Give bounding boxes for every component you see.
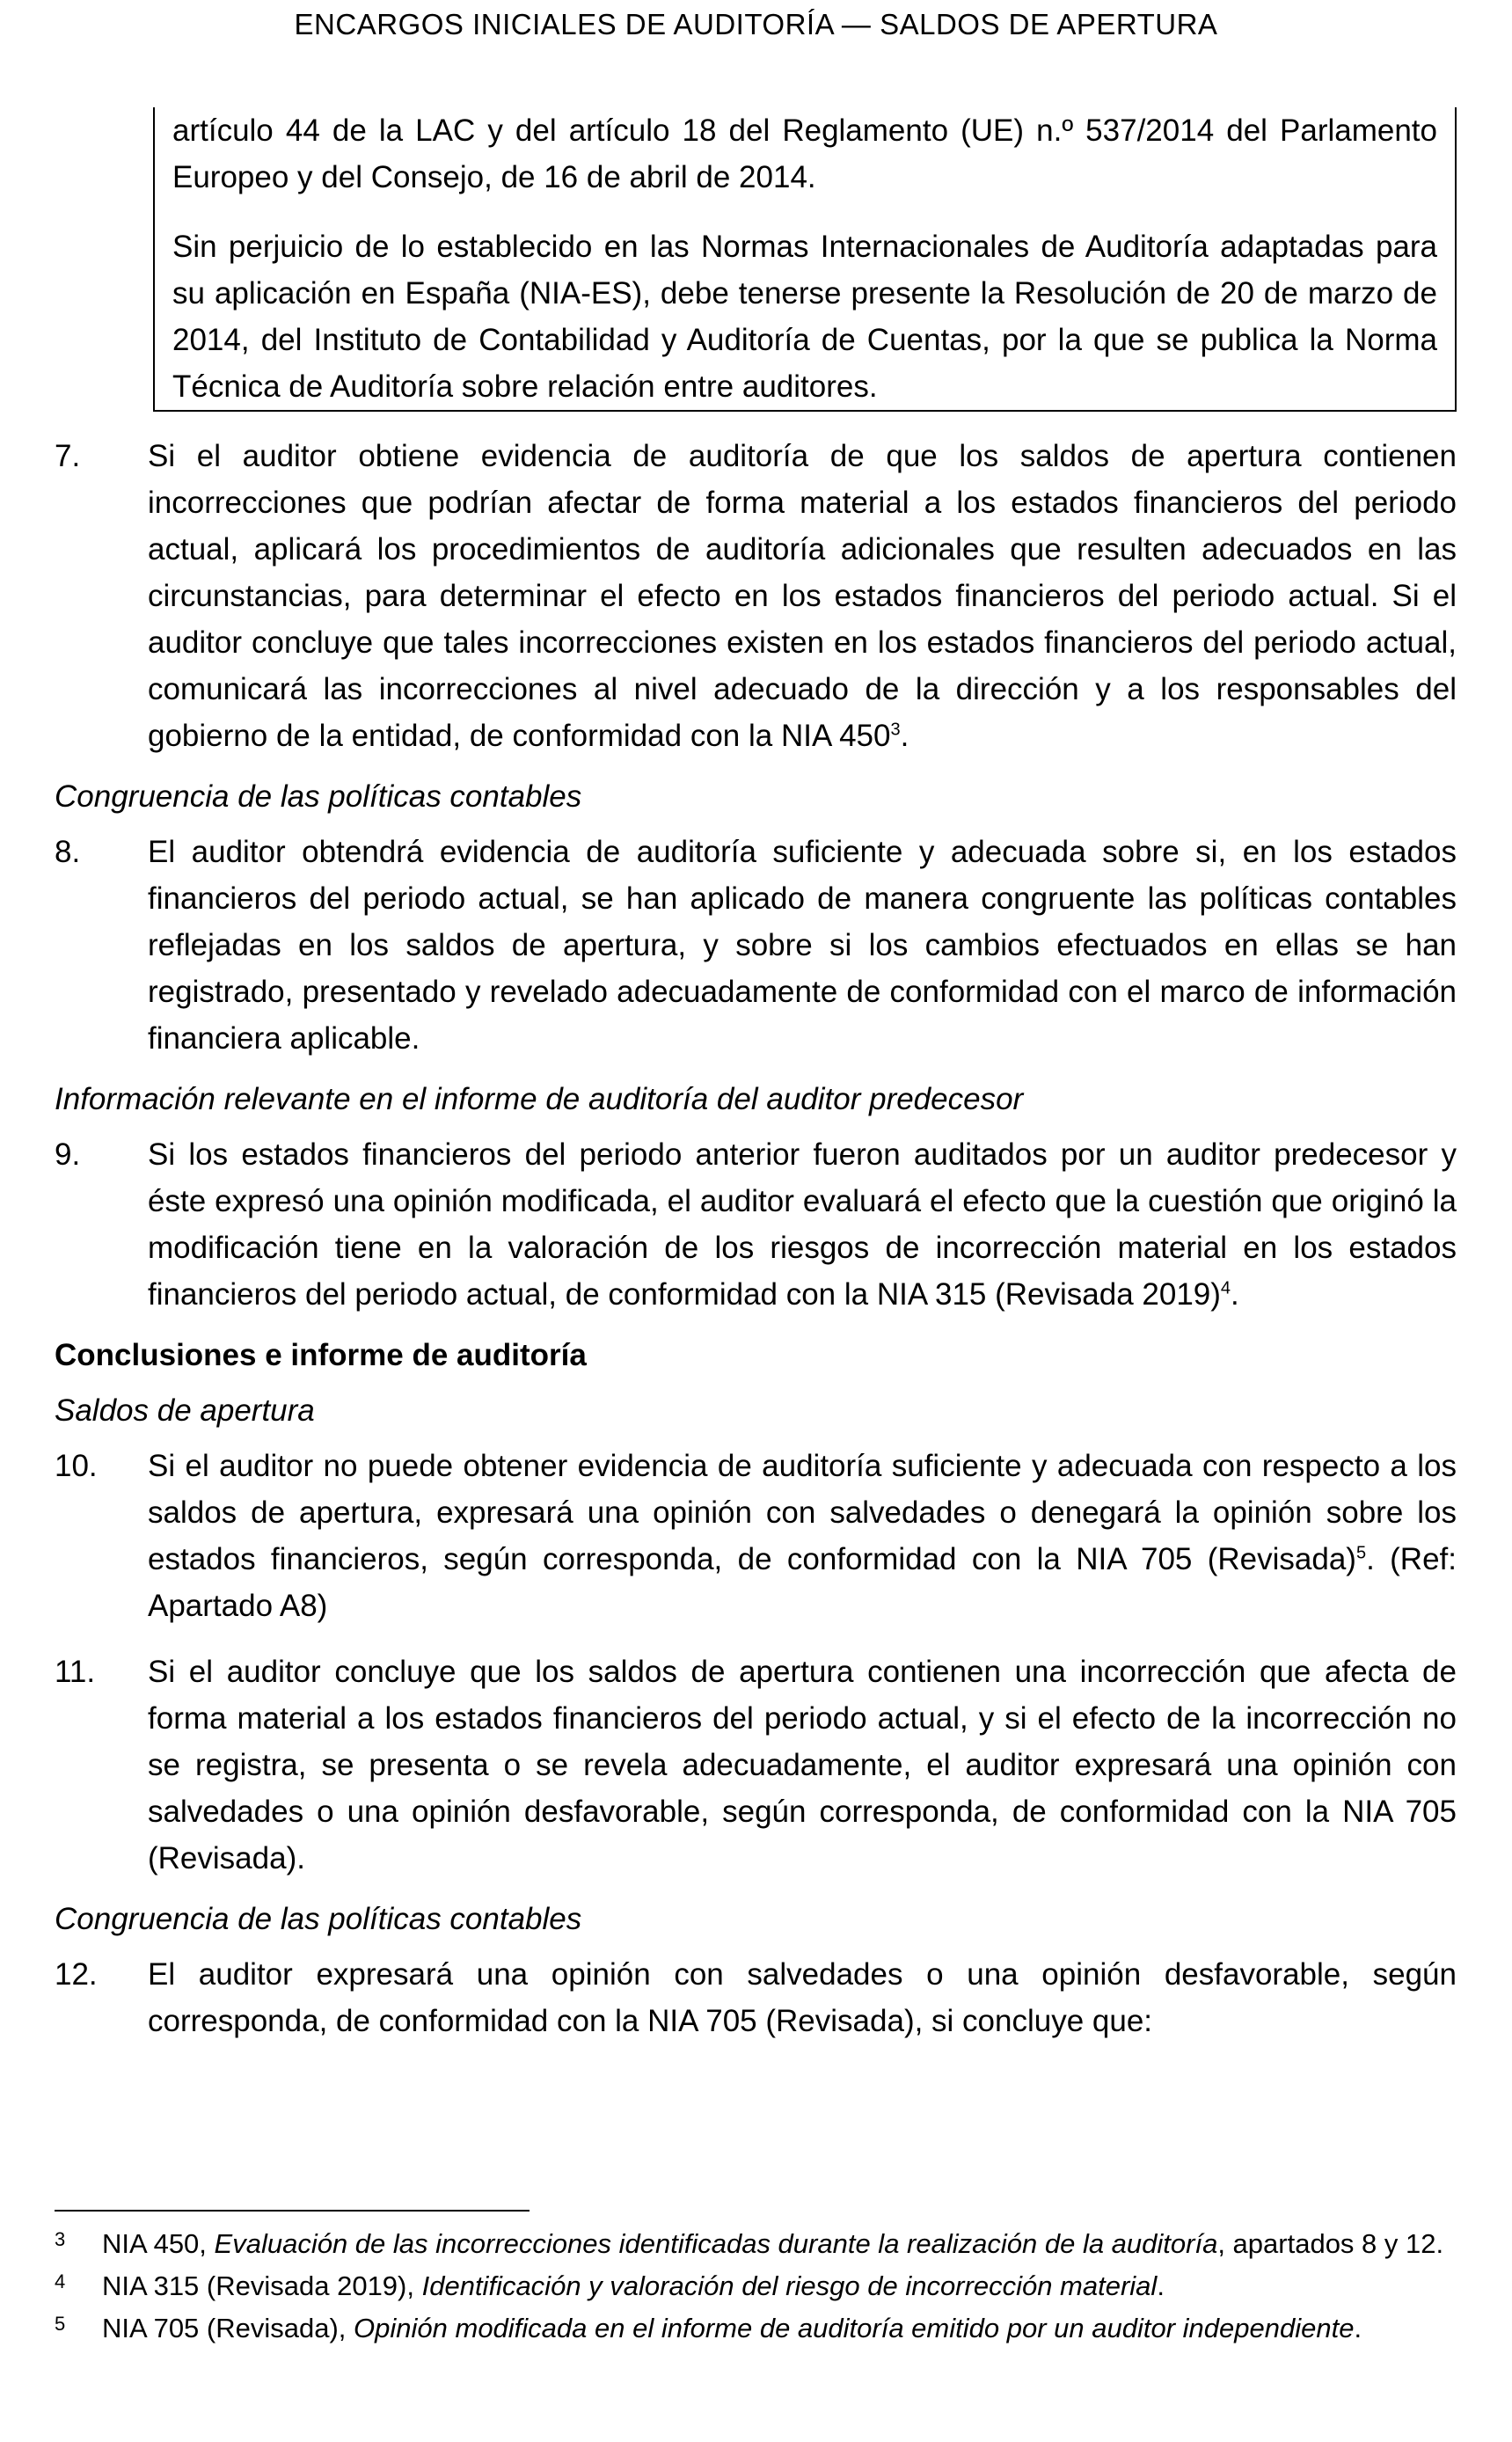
paragraph-number: 7. — [55, 439, 81, 473]
paragraph-number: 8. — [55, 835, 81, 869]
footnote-ref-3[interactable]: 3 — [890, 720, 901, 740]
footnote-title: Identificación y valoración del riesgo de incorrección material — [421, 2270, 1158, 2301]
footnote-ref-5[interactable]: 5 — [1355, 1543, 1367, 1563]
footnote-number: 4 — [55, 2270, 66, 2292]
footnote-4: 4 NIA 315 (Revisada 2019), Identificación y valoración del riesgo de incorrección material. — [55, 2266, 1457, 2307]
paragraph-number: 9. — [55, 1137, 81, 1172]
section-heading-congruencia: Congruencia de las políticas contables — [55, 1902, 582, 1936]
footnote-number: 5 — [55, 2313, 66, 2335]
footnotes — [55, 2224, 1457, 2351]
section-heading-congruencia: Congruencia de las políticas contables — [55, 779, 582, 814]
footnote-title: Opinión modificada en el informe de auditoría emitido por un auditor independiente — [354, 2313, 1355, 2343]
paragraph-text: Si el auditor obtiene evidencia de auditoría de que los saldos de apertura contienen incorrecciones que podrían afectar de forma material a los estados financieros del periodo actual, aplicará los procedimientos de auditoría adicionales que resulten adecuados en las circunstancias, para determinar el efecto en los estados financieros del periodo actual. Si el auditor concluye que tales incorrecciones existen en los estados financieros del periodo actual, comunicará las incorrecciones al nivel adecuado de la dirección y a los responsables del gobierno de la entidad, de conformidad con la NIA 450 — [148, 439, 1457, 753]
footnote-5: 5 NIA 705 (Revisada), Opinión modificada en el informe de auditoría emitido por un auditor independiente. — [55, 2308, 1457, 2349]
footnote-separator — [55, 2210, 530, 2212]
paragraph-text: El auditor obtendrá evidencia de auditoría suficiente y adecuada sobre si, en los estados financieros del periodo actual, se han aplicado de manera congruente las políticas contables reflejadas en los saldos de apertura, y sobre si los cambios efectuados en ellas se han registrado, presentado y revelado adecuadamente de conformidad con el marco de información financiera aplicable. — [148, 835, 1457, 1056]
boxed-note-paragraph: Sin perjuicio de lo establecido en las Normas Internacionales de Auditoría adaptadas para su aplicación en España (NIA-ES), debe tenerse presente la Resolución de 20 de marzo de 2014, del Instituto de Contabilidad y Auditoría de Cuentas, por la que se publica la Norma Técnica de Auditoría sobre relación entre auditores. — [172, 230, 1437, 404]
paragraph-9: 9. Si los estados financieros del periodo anterior fueron auditados por un auditor predecesor y éste expresó una opinión modificada, el auditor evaluará el efecto que la cuestión que originó la modificación tiene en la valoración de los riesgos de incorrección material en los estados financieros del periodo actual, de conformidad con la NIA 315 (Revisada 2019)$^4$. — [55, 1131, 1457, 1318]
paragraph-number: 10. — [55, 1449, 98, 1483]
footnote-number: 3 — [55, 2228, 66, 2250]
footnote-title: Evaluación de las incorrecciones identificadas durante la realización de la auditoría — [214, 2228, 1218, 2259]
footnote-3: 3 NIA 450, Evaluación de las incorrecciones identificadas durante la realización de la auditoría, apartados 8 y 12. — [55, 2224, 1457, 2264]
section-heading-conclusiones: Conclusiones e informe de auditoría — [55, 1338, 587, 1372]
section-heading-informacion-relevante: Información relevante en el informe de auditoría del auditor predecesor — [55, 1082, 1024, 1116]
boxed-note — [153, 107, 1457, 412]
paragraph-text: Si el auditor concluye que los saldos de apertura contienen una incorrección que afecta de forma material a los estados financieros del periodo actual, y si el efecto de la incorrección no se registra, se presenta o se revela adecuadamente, el auditor expresará una opinión con salvedades o una opinión desfavorable, según corresponda, de conformidad con la NIA 705 (Revisada). — [148, 1655, 1457, 1875]
paragraph-number: 12. — [55, 1957, 98, 1992]
paragraph-10: 10. Si el auditor no puede obtener evidencia de auditoría suficiente y adecuada con respecto a los saldos de apertura, expresará una opinión con salvedades o denegará la opinión sobre los estados financieros, según corresponda, de conformidad con la NIA 705 (Revisada)$^5$. (Ref: Apartado A8) — [55, 1443, 1457, 1629]
section-heading-saldos-apertura: Saldos de apertura — [55, 1393, 315, 1428]
paragraph-text: El auditor expresará una opinión con salvedades o una opinión desfavorable, según corresponda, de conformidad con la NIA 705 (Revisada), si concluye que: — [148, 1957, 1457, 2038]
document-body — [55, 113, 1457, 2044]
paragraph-11 — [55, 1649, 1457, 1882]
footnote-ref-4[interactable]: 4 — [1220, 1278, 1231, 1298]
paragraph-12 — [55, 1951, 1457, 2044]
paragraph-text: Si los estados financieros del periodo anterior fueron auditados por un auditor predecesor y éste expresó una opinión modificada, el auditor evaluará el efecto que la cuestión que originó la modificación tiene en la valoración de los riesgos de incorrección material en los estados financieros del periodo actual, de conformidad con la NIA 315 (Revisada 2019) — [148, 1137, 1457, 1312]
paragraph-number: 11. — [55, 1655, 96, 1689]
paragraph-text: Si el auditor no puede obtener evidencia de auditoría suficiente y adecuada con respecto a los saldos de apertura, expresará una opinión con salvedades o denegará la opinión sobre los estados financieros, según corresponda, de conformidad con la NIA 705 (Revisada) — [148, 1449, 1457, 1576]
paragraph-7: 7. Si el auditor obtiene evidencia de auditoría de que los saldos de apertura contienen incorrecciones que podrían afectar de forma material a los estados financieros del periodo actual, aplicará los procedimientos de auditoría adicionales que resulten adecuados en las circunstancias, para determinar el efecto en los estados financieros del periodo actual. Si el auditor concluye que tales incorrecciones existen en los estados financieros del periodo actual, comunicará las incorrecciones al nivel adecuado de la dirección y a los responsables del gobierno de la entidad, de conformidad con la NIA $450^3$. — [55, 433, 1457, 759]
running-header: ENCARGOS INICIALES DE AUDITORÍA — SALDOS DE APERTURA — [294, 8, 1218, 40]
paragraph-8 — [55, 829, 1457, 1062]
boxed-note-paragraph: artículo 44 de la LAC y del artículo 18 del Reglamento (UE) n.º 537/2014 del Parlamento Europeo y del Consejo, de 16 de abril de 2014. — [172, 113, 1437, 194]
